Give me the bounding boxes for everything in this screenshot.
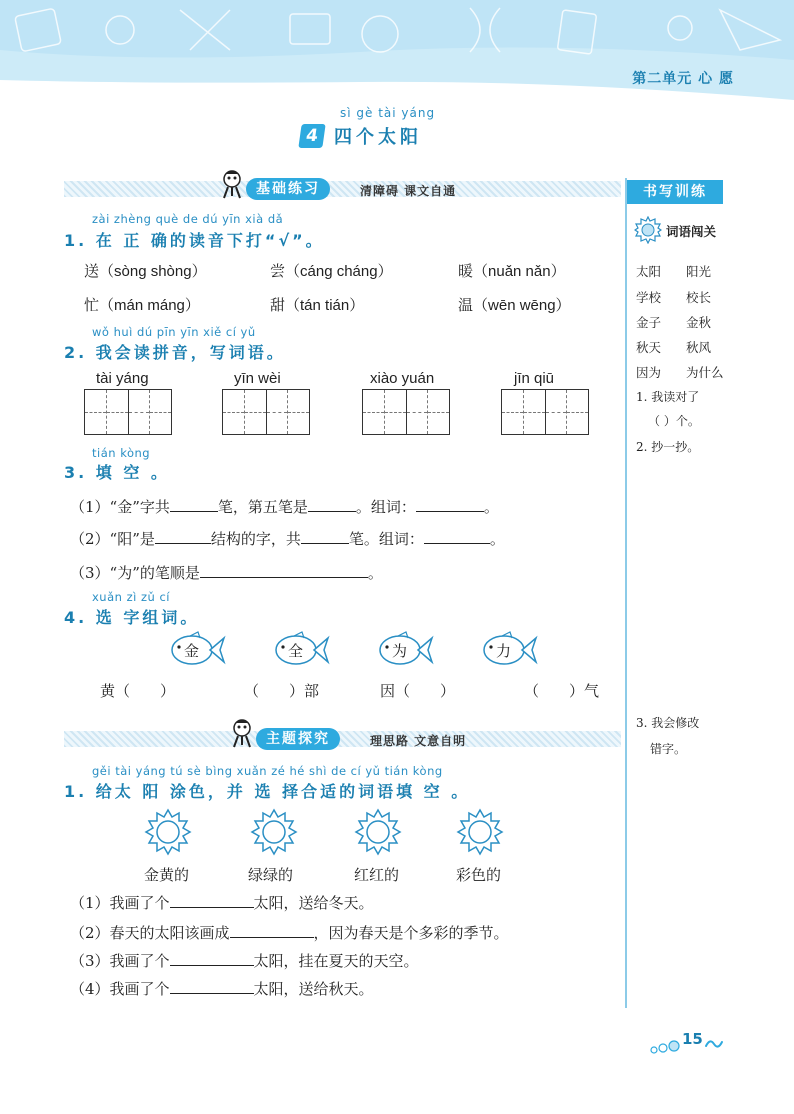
mascot-icon	[230, 719, 254, 749]
lesson-number-badge: 4	[298, 124, 325, 148]
q2-word-pinyin: tài yáng	[96, 370, 149, 387]
q4-blank[interactable]: 黄（ ）	[100, 682, 176, 700]
lesson-title: 四个太阳	[334, 127, 422, 148]
writing-grid[interactable]	[222, 389, 310, 435]
answer-blank[interactable]	[416, 497, 484, 512]
answer-blank[interactable]	[170, 951, 254, 966]
section-subtitle-basic: 清障碍 课文自通	[360, 184, 457, 198]
q3-line	[70, 528, 505, 549]
q5-sentence	[70, 950, 419, 971]
q1-options[interactable]: （tán tián）	[285, 297, 365, 314]
side-word: 阳光	[686, 264, 712, 279]
q1-item	[458, 260, 566, 281]
wave-icon	[704, 1034, 724, 1054]
writing-grid[interactable]	[501, 389, 589, 435]
q1-char: 尝	[270, 262, 286, 280]
sun-label: 红红的	[354, 866, 400, 884]
side-item: 2. 抄一抄。	[636, 440, 700, 454]
q5-sentence-text: 太阳，挂在夏天的天空。	[253, 952, 419, 970]
side-word: 校长	[686, 290, 712, 305]
q1-pinyin: zài zhèng què de dú yīn xià dǎ	[92, 212, 284, 226]
fish-option[interactable]	[170, 630, 226, 670]
q3-line	[70, 562, 383, 583]
sun-icon[interactable]	[456, 808, 504, 856]
fish-char: 力	[496, 642, 512, 660]
fish-option[interactable]	[482, 630, 538, 670]
q2-word-pinyin: yīn wèi	[234, 370, 281, 387]
q4-pinyin: xuǎn zì zǔ cí	[92, 590, 170, 604]
q4-blank[interactable]: （ ）部	[244, 682, 320, 700]
section-divider	[64, 731, 621, 747]
answer-blank[interactable]	[424, 529, 490, 544]
q1-char: 送	[84, 262, 100, 280]
q1-item	[458, 294, 571, 315]
q1-prompt: 1. 在 正 确的读音下打“√”。	[64, 231, 325, 250]
q2-pinyin: wǒ huì dú pīn yīn xiě cí yǔ	[92, 325, 256, 339]
q1-item	[270, 294, 364, 315]
answer-blank[interactable]	[170, 979, 254, 994]
side-word: 金子	[636, 315, 662, 330]
q3-line-text: （1）“金”字共	[70, 498, 170, 516]
sun-icon[interactable]	[144, 808, 192, 856]
sun-icon[interactable]	[354, 808, 402, 856]
fish-option[interactable]	[378, 630, 434, 670]
side-badge-label: 词语闯关	[666, 224, 717, 239]
q3-line-text: （3）“为”的笔顺是	[70, 564, 200, 582]
q3-line-text: （2）“阳”是	[70, 530, 155, 548]
answer-blank[interactable]	[170, 893, 254, 908]
writing-grid[interactable]	[362, 389, 450, 435]
q3-prompt: 3. 填 空 。	[64, 463, 170, 482]
bubbles-icon	[650, 1040, 680, 1056]
answer-blank[interactable]	[230, 923, 314, 938]
side-word: 为什么	[686, 365, 724, 380]
section-label-basic: 基础练习	[246, 178, 330, 200]
q5-sentence-text: （1）我画了个	[70, 894, 170, 912]
side-item: 3. 我会修改	[636, 716, 700, 730]
q1-options[interactable]: （wēn wēng）	[473, 297, 571, 314]
side-word: 太阳	[636, 264, 662, 279]
q1-item	[84, 294, 200, 315]
fish-char: 金	[184, 642, 200, 660]
q2-prompt: 2. 我会读拼音，写词语。	[64, 343, 286, 362]
q3-line-text: 结构的字，共	[210, 530, 301, 548]
side-item[interactable]: （ ）个。	[648, 414, 700, 428]
q1-char: 暖	[458, 262, 474, 280]
q1-char: 忙	[84, 296, 100, 314]
q5-sentence	[70, 978, 374, 999]
page-number: 15	[682, 1030, 703, 1048]
q5-sentence-text: 太阳，送给秋天。	[253, 980, 374, 998]
side-panel-title: 书写训练	[627, 180, 723, 204]
side-word: 因为	[636, 365, 662, 380]
q1-item	[270, 260, 393, 281]
side-word: 秋天	[636, 340, 662, 355]
unit-title: 第二单元 心 愿	[632, 71, 734, 87]
q5-sentence-text: ，因为春天是个多彩的季节。	[313, 924, 509, 942]
q1-options[interactable]: （cáng cháng）	[285, 263, 393, 280]
q1-char: 温	[458, 296, 474, 314]
side-word: 秋风	[686, 340, 712, 355]
mascot-icon	[220, 170, 244, 200]
q5-pinyin: gěi tài yáng tú sè bìng xuǎn zé hé shì de cí yǔ tián kòng	[92, 764, 443, 778]
fish-char: 为	[392, 642, 408, 660]
q1-options[interactable]: （sòng shòng）	[99, 263, 207, 280]
sun-icon[interactable]	[250, 808, 298, 856]
q1-char: 甜	[270, 296, 286, 314]
q3-line-text: 。组词：	[355, 498, 416, 516]
q2-word-pinyin: jīn qiū	[514, 370, 555, 387]
q4-blank[interactable]: （ ）气	[524, 682, 600, 700]
q2-word-pinyin: xiào yuán	[370, 370, 435, 387]
side-word: 金秋	[686, 315, 712, 330]
section-divider	[64, 181, 621, 197]
fish-option[interactable]	[274, 630, 330, 670]
sun-badge-icon	[634, 216, 662, 244]
section-label-explore: 主题探究	[256, 728, 340, 750]
q1-item	[84, 260, 207, 281]
q5-sentence-text: （2）春天的太阳该画成	[70, 924, 230, 942]
side-item: 1. 我读对了	[636, 390, 700, 404]
sun-label: 绿绿的	[248, 866, 294, 884]
header-banner	[0, 0, 794, 110]
q5-sentence-text: （4）我画了个	[70, 980, 170, 998]
sun-label: 金黄的	[144, 866, 190, 884]
q5-sentence	[70, 892, 374, 913]
sun-label: 彩色的	[456, 866, 502, 884]
answer-blank[interactable]	[308, 497, 356, 512]
answer-blank[interactable]	[170, 497, 218, 512]
q3-line-text: 。	[483, 498, 499, 516]
section-subtitle-explore: 理思路 文意自明	[370, 734, 467, 748]
answer-blank[interactable]	[155, 529, 211, 544]
q5-sentence-text: （3）我画了个	[70, 952, 170, 970]
answer-blank[interactable]	[301, 529, 349, 544]
q5-sentence	[70, 922, 509, 943]
q3-line	[70, 496, 499, 517]
q1-options[interactable]: （mán máng）	[99, 297, 200, 314]
q1-options[interactable]: （nuǎn nǎn）	[473, 263, 566, 280]
q5-prompt: 1. 给太 阳 涂色，并 选 择合适的词语填 空 。	[64, 782, 471, 801]
q3-line-text: 。	[367, 564, 383, 582]
q4-blank[interactable]: 因（ ）	[380, 682, 456, 700]
q3-line-text: 笔，第五笔是	[217, 498, 308, 516]
side-word: 学校	[636, 290, 662, 305]
q5-sentence-text: 太阳，送给冬天。	[253, 894, 374, 912]
side-item: 错字。	[650, 742, 687, 756]
lesson-title-pinyin: sì gè tài yáng	[340, 106, 436, 120]
q3-line-text: 。	[489, 530, 505, 548]
fish-char: 全	[288, 642, 304, 660]
answer-blank[interactable]	[200, 563, 368, 578]
q3-pinyin: tián kòng	[92, 446, 151, 460]
q4-prompt: 4. 选 字组词。	[64, 608, 200, 627]
q3-line-text: 笔。组词：	[348, 530, 424, 548]
writing-grid[interactable]	[84, 389, 172, 435]
